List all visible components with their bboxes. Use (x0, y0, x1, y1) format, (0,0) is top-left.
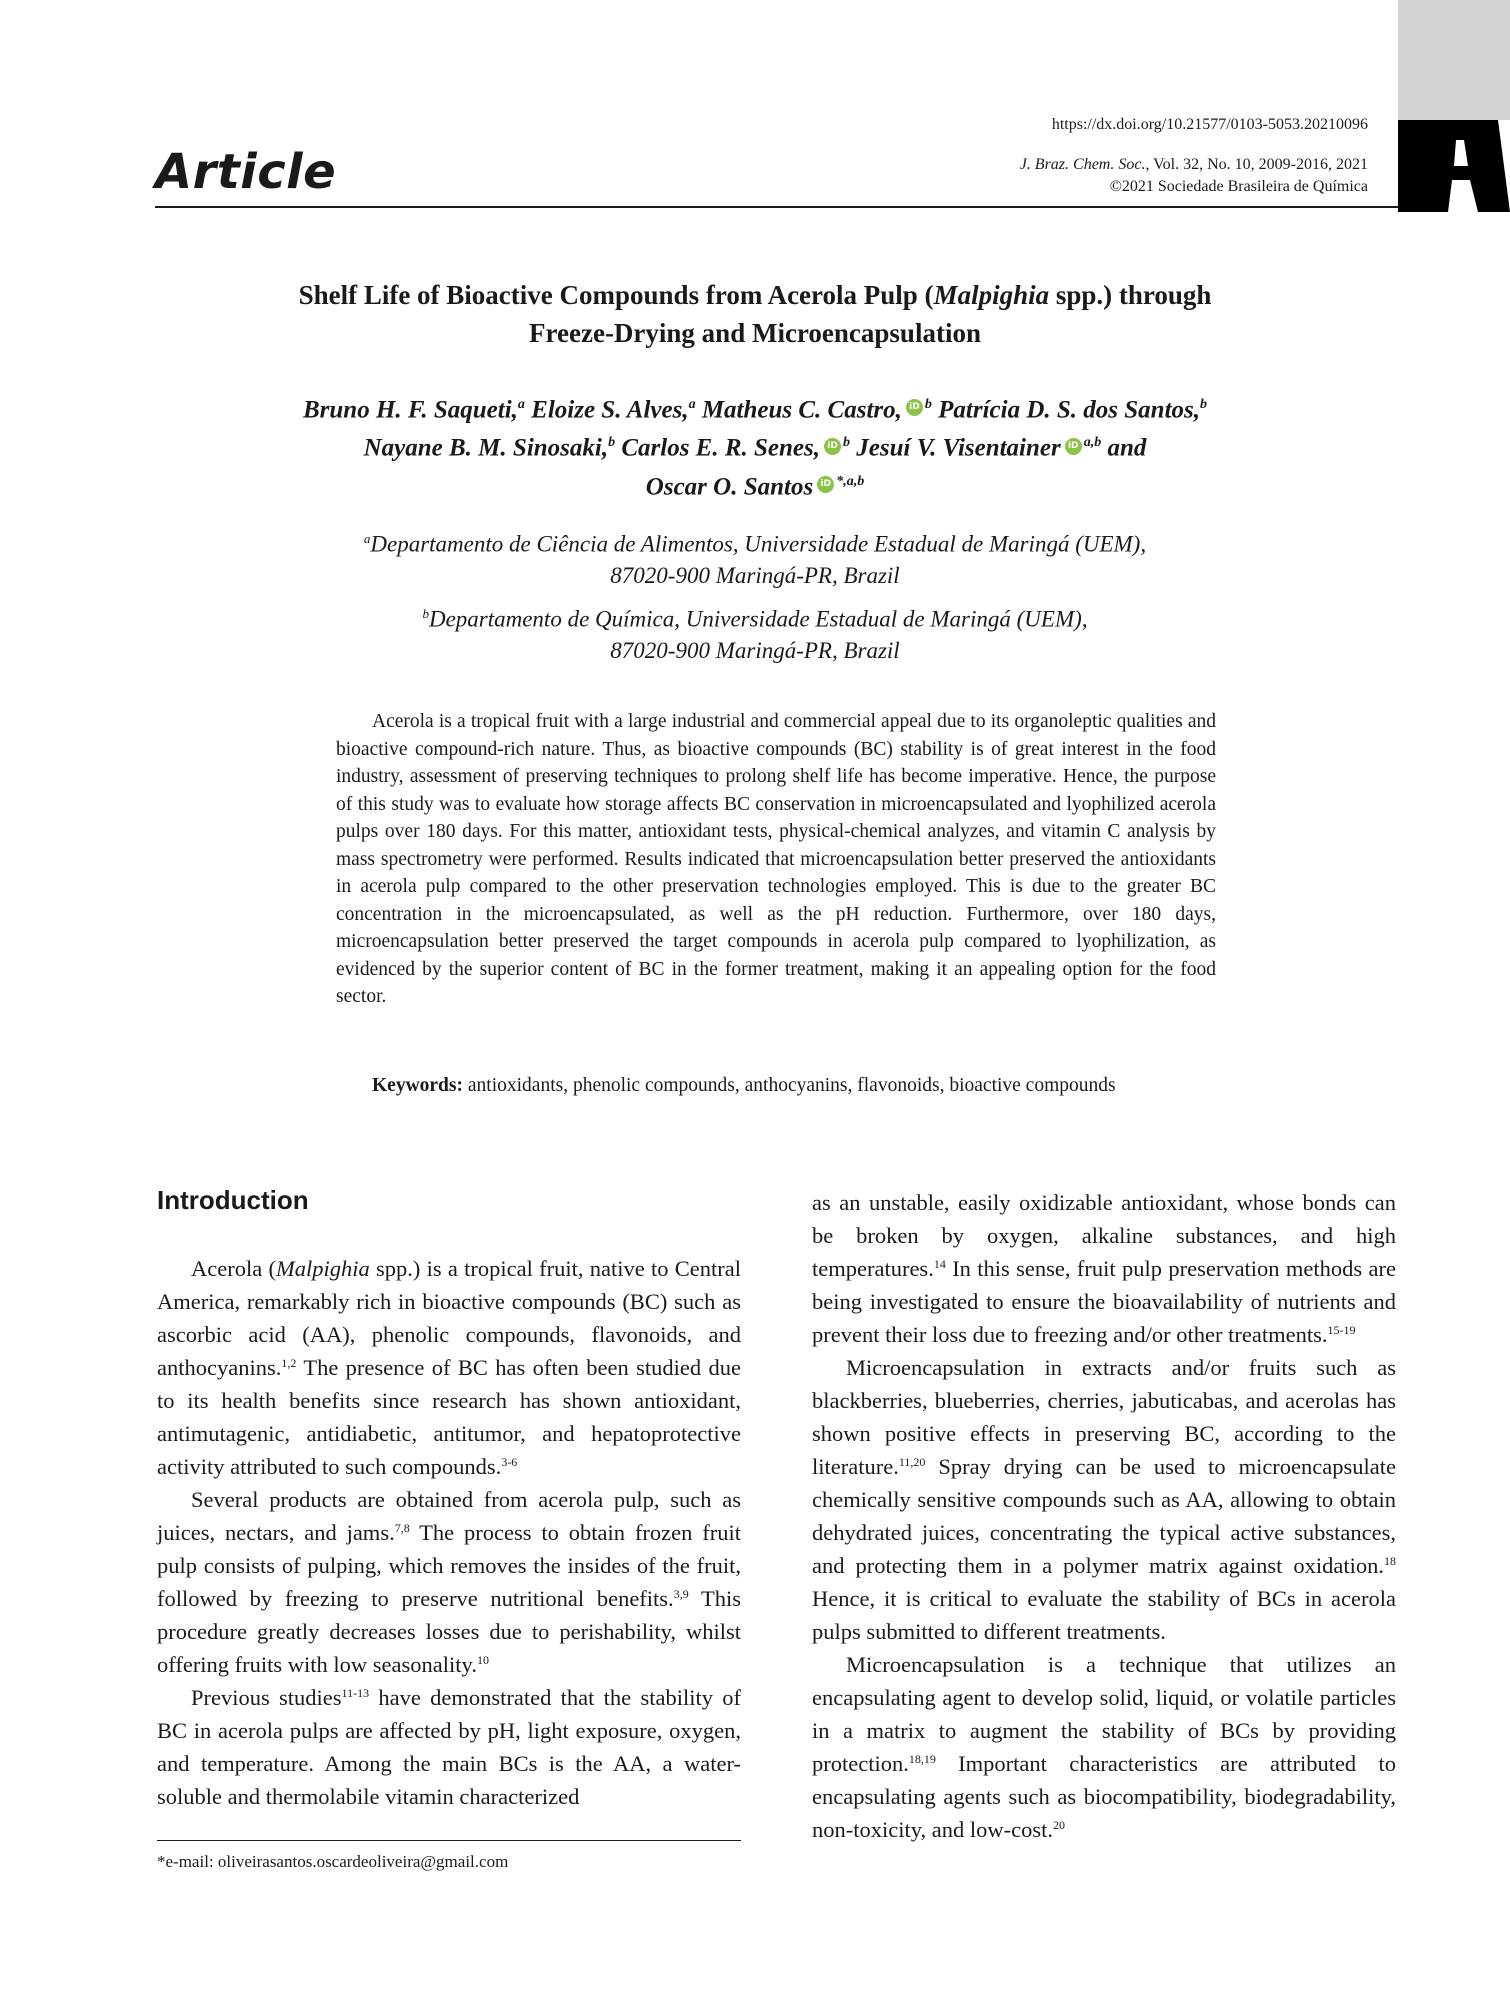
paragraph: Microencapsulation is a technique that utilizes an encapsulating agent to develop solid, liquid, or volatile particles in a matrix to augment the stability of BCs by providing protection.$^{18,19}$ Important characteristics are attributed to encapsulating agents such as biocompatibility, biodegradability, non-toxicity, and low-cost.$^{20}$ (812, 1652, 1396, 1842)
keywords (372, 1075, 1272, 1097)
citation-ref[interactable]: 14 (933, 1257, 946, 1271)
citation-ref[interactable]: 1,2 (281, 1356, 297, 1370)
author-name: Matheus C. Castro, (695, 396, 902, 424)
paragraph: Previous studies$^{11-13}$ have demonstrated that the stability of BC in acerola pulps are affected by pH, light exposure, oxygen, and temperature. Among the main BCs is the AA, a water-soluble and thermolabile vitamin characterized (157, 1685, 741, 1809)
paragraph: Microencapsulation in extracts and/or fruits such as blackberries, blueberries, cherries, jabuticabas, and acerolas has shown positive effects in preserving BC, according to the literature.$^{11,20}$ Spray drying can be used to microencapsulate chemically sensitive compounds such as AA, allowing to obtain dehydrated juices, concentrating the typical active substances, and protecting them in a polymer matrix against oxidation.$^{18}$ Hence, it is critical to evaluate the stability of BCs in acerola pulps submitted to different treatments. (812, 1355, 1396, 1644)
author-list: Bruno H. F. Saqueti,$^a$ Eloize S. Alves,$^a$ Matheus C. Castro, iD $^b$ Patrícia D. S. dos Santos,$^b$ Nayane B. M. Sinosaki,$^b$ Carlos E. R. Senes, iD $^b$ Jesuí V. Visentainer iD $^{a,b}$ and Oscar O. Santos iD $^{*,a,b}$ (303, 396, 1207, 500)
citation-ref[interactable]: 11,20 (898, 1455, 926, 1469)
journal-logo-mark (1398, 120, 1510, 212)
abstract: Acerola is a tropical fruit with a large industrial and commercial appeal due to its organoleptic qualities and bioactive compound-rich nature. Thus, as bioactive compounds (BC) stability is of great interest in the food industry, assessment of preserving techniques to prolong shelf life has become imperative. Hence, the purpose of this study was to evaluate how storage affects BC conservation in microencapsulated and lyophilized acerola pulps over 180 days. For this matter, antioxidant tests, physical-chemical analyzes, and vitamin C analysis by mass spectrometry were performed. Results indicated that microencapsulation better preserved the antioxidants in acerola pulp compared to the other preservation technologies employed. This is due to the greater BC concentration in the microencapsulated, as well as the pH reduction. Furthermore, over 180 days, microencapsulation better preserved the target compounds in acerola pulp compared to lyophilization, as evidenced by the superior content of BC in the former treatment, making it an appealing option for the food sector. (336, 711, 1216, 1007)
author-name: Jesuí V. Visentainer (850, 434, 1061, 462)
column-left (157, 1252, 741, 1813)
citation-ref[interactable]: 3,9 (673, 1587, 689, 1601)
footnote-divider (157, 1840, 741, 1841)
orcid-icon[interactable]: iD (817, 476, 834, 493)
orcid-icon[interactable]: iD (824, 438, 841, 455)
column-right (812, 1186, 1396, 1846)
corresponding-email[interactable]: *e-mail: oliveirasantos.oscardeoliveira@gmail.com (157, 1852, 509, 1871)
citation-ref[interactable]: 3-6 (501, 1455, 518, 1469)
citation-ref[interactable]: 11-13 (341, 1686, 370, 1700)
author-name: Nayane B. M. Sinosaki, (363, 434, 609, 462)
author-name: Patrícia D. S. dos Santos, (931, 396, 1200, 424)
doi-link[interactable]: https://dx.doi.org/10.21577/0103-5053.20210096 (1051, 116, 1368, 133)
orcid-icon[interactable]: iD (1065, 438, 1082, 455)
author-name: Carlos E. R. Senes, (615, 434, 821, 462)
paper-title: Shelf Life of Bioactive Compounds from Acerola Pulp (Malpighia spp.) through Freeze-Drying and Microencapsulation (298, 280, 1212, 348)
citation-ref[interactable]: 18,19 (908, 1752, 936, 1766)
citation-ref[interactable]: 18 (1384, 1554, 1396, 1568)
paragraph: Several products are obtained from acerola pulp, such as juices, nectars, and jams.$^{7,8}$ The process to obtain frozen fruit pulp consists of pulping, which removes the insides of the fruit, followed by freezing to preserve nutritional benefits.$^{3,9}$ This procedure greatly decreases losses due to perishability, whilst offering fruits with low seasonality.$^{10}$ (157, 1487, 741, 1677)
paragraph: as an unstable, easily oxidizable antioxidant, whose bonds can be broken by oxygen, alkaline substances, and high temperatures.$^{14}$ In this sense, fruit pulp preservation methods are being investigated to ensure the bioavailability of nutrients and prevent their loss due to freezing and/or other treatments.$^{15-19}$ (812, 1190, 1396, 1347)
citation-ref[interactable]: 10 (476, 1653, 489, 1667)
citation-ref[interactable]: 15-19 (1327, 1323, 1356, 1337)
journal-details: , Vol. 32, No. 10, 2009-2016, 2021 (1145, 156, 1368, 173)
header-divider (155, 206, 1398, 208)
article-type-label: Article (155, 144, 337, 200)
author-name: Eloize S. Alves, (524, 396, 689, 424)
author-name: Bruno H. F. Saqueti, (303, 396, 518, 424)
citation-ref[interactable]: 7,8 (394, 1521, 410, 1535)
corner-tab (1398, 0, 1510, 120)
paragraph: Acerola (Malpighia spp.) is a tropical fruit, native to Central America, remarkably rich in bioactive compounds (BC) such as ascorbic acid (AA), phenolic compounds, flavonoids, and anthocyanins.$^{1,2}$ The presence of BC has often been studied due to its health benefits since research has shown antioxidant, antimutagenic, antidiabetic, antitumor, and hepatoprotective activity attributed to such compounds.$^{3-6}$ (157, 1256, 741, 1479)
keywords-label: Keywords: (372, 1075, 463, 1096)
copyright: ©2021 Sociedade Brasileira de Química (1109, 178, 1368, 195)
citation-ref[interactable]: 20 (1053, 1818, 1065, 1832)
journal-citation (1020, 154, 1368, 198)
affiliation-b: $^b$Departamento de Química, Universidade Estadual de Maringá (UEM), 87020-900 Maringá-PR, Brazil (422, 606, 1088, 663)
journal-name: J. Braz. Chem. Soc. (1019, 156, 1146, 173)
affiliation-a: $^a$Departamento de Ciência de Alimentos, Universidade Estadual de Maringá (UEM), 87020-900 Maringá-PR, Brazil (363, 531, 1147, 588)
orcid-icon[interactable]: iD (906, 399, 923, 416)
section-heading-introduction: Introduction (157, 1185, 309, 1215)
author-name: Oscar O. Santos (645, 472, 814, 500)
keywords-text: antioxidants, phenolic compounds, anthocyanins, flavonoids, bioactive compounds (463, 1075, 1116, 1096)
